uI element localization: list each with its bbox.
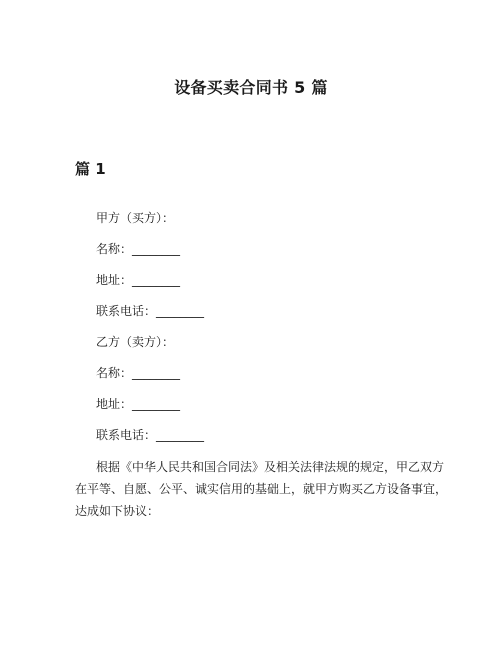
party-a-address-field: 地址：________ xyxy=(96,273,181,287)
party-a-name-field: 名称：________ xyxy=(96,242,181,256)
party-b-label: 乙方（卖方）： xyxy=(96,335,175,349)
section-heading: 篇 1 xyxy=(75,160,106,178)
party-a-phone-field: 联系电话：________ xyxy=(96,304,205,318)
party-a-label: 甲方（买方）： xyxy=(96,211,175,225)
paragraph-line: 达成如下协议： xyxy=(75,504,160,518)
paragraph-line: 根据《中华人民共和国合同法》及相关法律法规的规定，甲乙双方 xyxy=(96,460,445,474)
document-title: 设备买卖合同书 5 篇 xyxy=(174,78,328,97)
party-b-name-field: 名称：________ xyxy=(96,366,181,380)
paragraph-line: 在平等、自愿、公平、诚实信用的基础上，就甲方购买乙方设备事宜， xyxy=(75,482,448,496)
party-b-address-field: 地址：________ xyxy=(96,397,181,411)
party-b-phone-field: 联系电话：________ xyxy=(96,428,205,442)
agreement-paragraph xyxy=(75,456,448,522)
